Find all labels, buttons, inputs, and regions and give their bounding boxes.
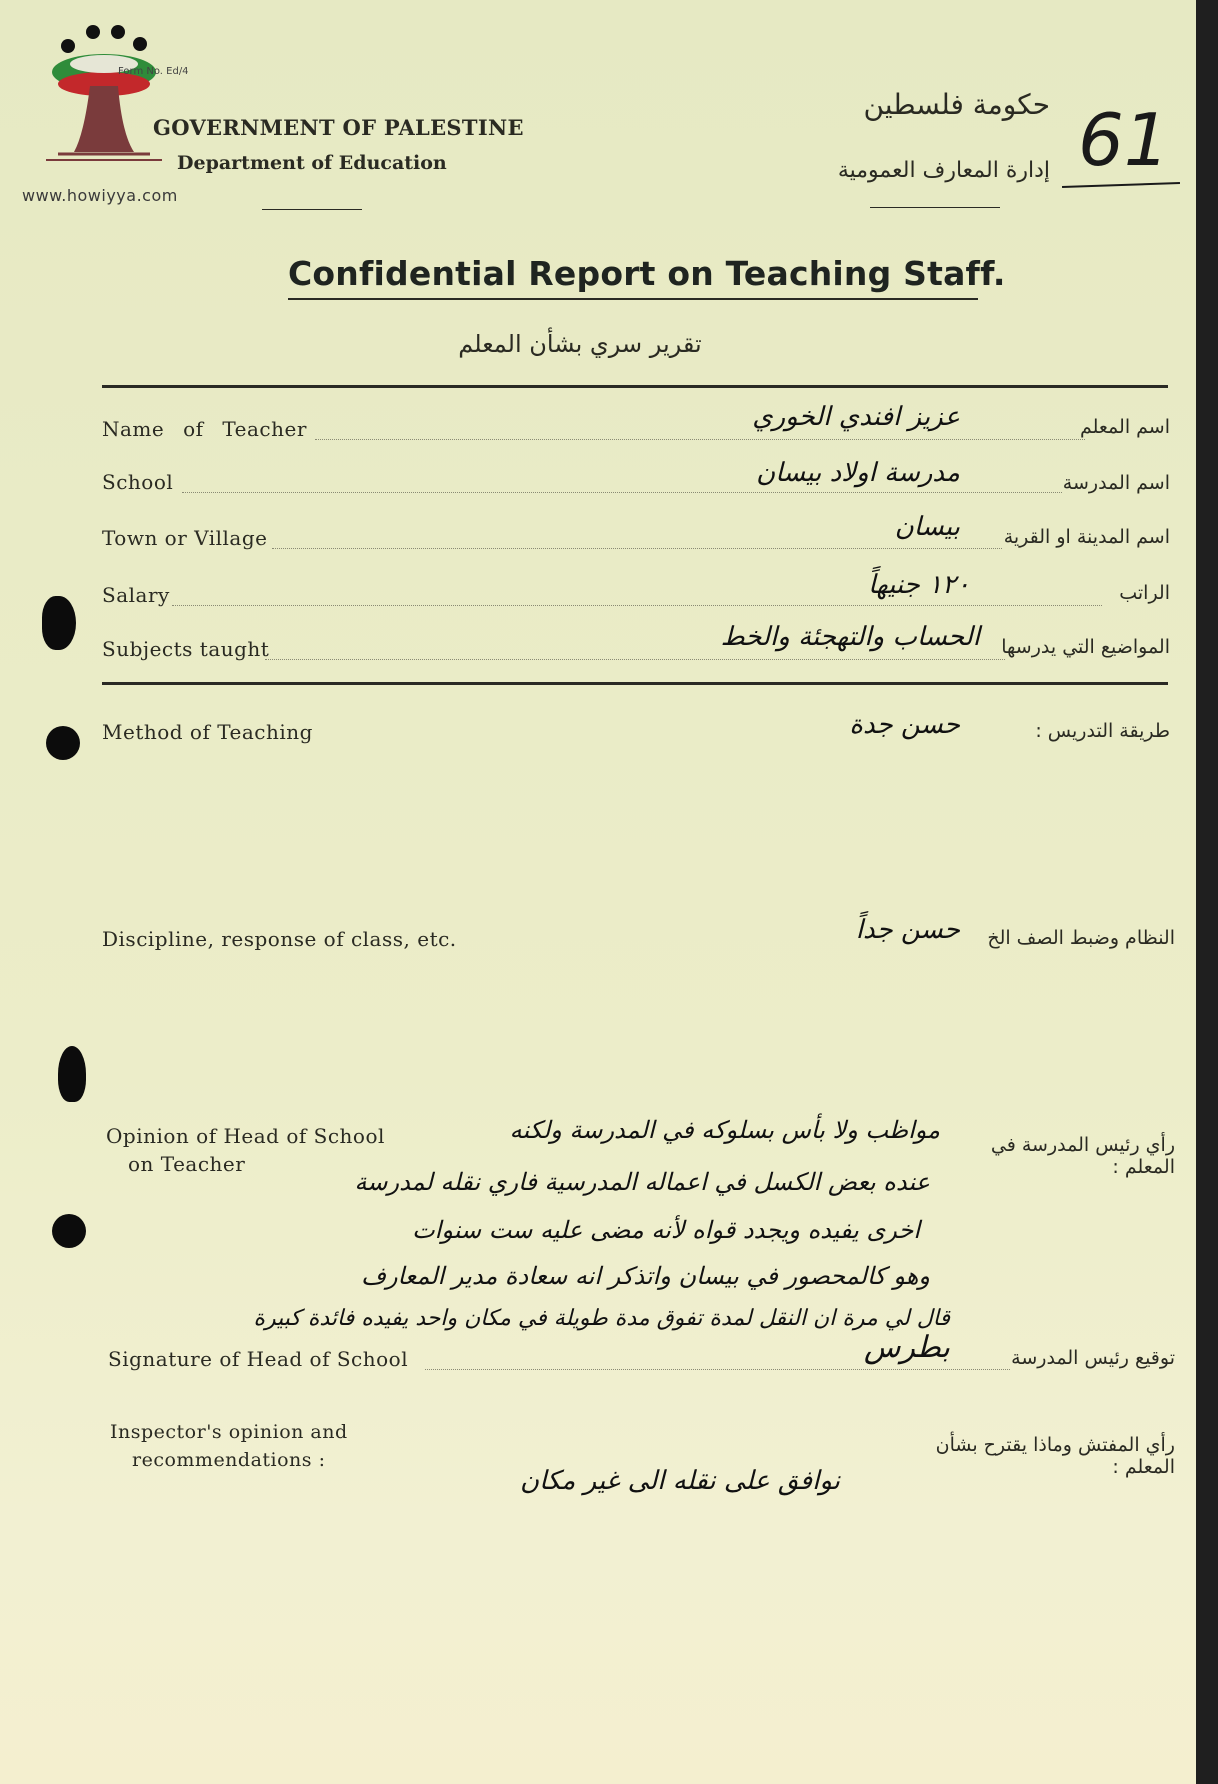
value-discipline: حسن جداً <box>855 915 960 945</box>
punch-hole-2 <box>52 1214 86 1248</box>
label-opinion-head-ar: رأي رئيس المدرسة في المعلم : <box>990 1134 1175 1178</box>
label-inspector-opinion: Inspector's opinion and <box>110 1421 348 1443</box>
tree-logo-icon <box>38 24 168 184</box>
label-name-of-teacher: Name of Teacher <box>102 417 307 441</box>
label-signature-head: Signature of Head of School <box>108 1347 409 1371</box>
file-number: 61 <box>1078 98 1170 182</box>
dots-name <box>315 439 1085 440</box>
ink-blot-1 <box>42 596 76 650</box>
label-opinion-head: Opinion of Head of School <box>106 1124 385 1148</box>
label-method-of-teaching: Method of Teaching <box>102 720 313 744</box>
label-town-or-village-ar: اسم المدينة او القرية <box>1003 526 1170 548</box>
label-opinion-head-line2: on Teacher <box>128 1152 246 1176</box>
value-name-of-teacher: عزيز افندي الخوري <box>752 402 960 432</box>
value-town-or-village: بيسان <box>894 512 960 542</box>
watermark-url: www.howiyya.com <box>22 186 178 205</box>
report-title-ar: تقرير سري بشأن المعلم <box>458 330 702 358</box>
label-discipline: Discipline, response of class, etc. <box>102 927 457 951</box>
opinion-line-4: وهو كالمحصور في بيسان واتذكر انه سعادة مدير المعارف <box>361 1262 930 1290</box>
label-town-or-village: Town or Village <box>102 526 268 550</box>
label-salary: Salary <box>102 583 170 607</box>
ink-blot-2 <box>58 1046 86 1102</box>
label-school: School <box>102 470 174 494</box>
value-method-of-teaching: حسن جدة <box>849 710 960 740</box>
dots-signature <box>425 1369 1010 1370</box>
header-government-en: GOVERNMENT OF PALESTINE <box>153 115 524 140</box>
label-school-ar: اسم المدرسة <box>1062 472 1170 494</box>
label-subjects-taught: Subjects taught <box>102 637 270 661</box>
header-government-ar: حكومة فلسطين <box>863 88 1050 121</box>
title-underline <box>288 298 978 300</box>
header-divider-left <box>262 209 362 210</box>
label-method-of-teaching-ar: طريقة التدريس : <box>1035 720 1170 742</box>
signature-head: بطرس <box>863 1330 950 1365</box>
dots-salary <box>172 605 1102 606</box>
opinion-line-2: عنده بعض الكسل في اعماله المدرسية فاري نقله لمدرسة <box>354 1168 930 1196</box>
label-inspector-opinion-ar: رأي المفتش وماذا يقترح بشأن المعلم : <box>935 1434 1175 1478</box>
top-rule <box>102 385 1168 388</box>
form-number: Form No. Ed/4 <box>118 66 189 77</box>
howiyya-logo <box>38 24 168 184</box>
file-number-underline <box>1062 182 1180 188</box>
label-inspector-recommendations: recommendations : <box>132 1449 326 1471</box>
label-name-of-teacher-ar: اسم المعلم <box>1079 416 1170 438</box>
middle-rule <box>102 682 1168 685</box>
label-salary-ar: الراتب <box>1119 582 1170 604</box>
value-school: مدرسة اولاد بيسان <box>756 458 960 488</box>
label-subjects-taught-ar: المواضيع التي يدرسها <box>1001 636 1170 658</box>
scan-edge <box>1196 0 1218 1784</box>
value-inspector-opinion: نوافق على نقله الى غير مكان <box>520 1466 840 1496</box>
punch-hole-1 <box>46 726 80 760</box>
opinion-line-1: مواظب ولا بأس بسلوكه في المدرسة ولكنه <box>509 1116 940 1144</box>
opinion-line-3: اخرى يفيده ويجدد قواه لأنه مضى عليه ست سنوات <box>412 1216 920 1244</box>
dots-subjects <box>265 659 1005 660</box>
dots-town <box>272 548 1002 549</box>
header-department-ar: إدارة المعارف العمومية <box>837 158 1050 183</box>
dots-school <box>182 492 1062 493</box>
report-title: Confidential Report on Teaching Staff. <box>288 254 1006 293</box>
opinion-line-5: قال لي مرة ان النقل لمدة تفوق مدة طويلة في مكان واحد يفيده فائدة كبيرة <box>253 1306 950 1331</box>
label-signature-head-ar: توقيع رئيس المدرسة <box>1011 1347 1175 1369</box>
value-subjects-taught: الحساب والتهجئة والخط <box>720 622 980 652</box>
value-salary: ١٢٠ جنيهاً <box>868 570 970 600</box>
header-divider-right <box>870 207 1000 208</box>
label-discipline-ar: النظام وضبط الصف الخ <box>987 927 1175 949</box>
header-department-en: Department of Education <box>177 152 447 174</box>
